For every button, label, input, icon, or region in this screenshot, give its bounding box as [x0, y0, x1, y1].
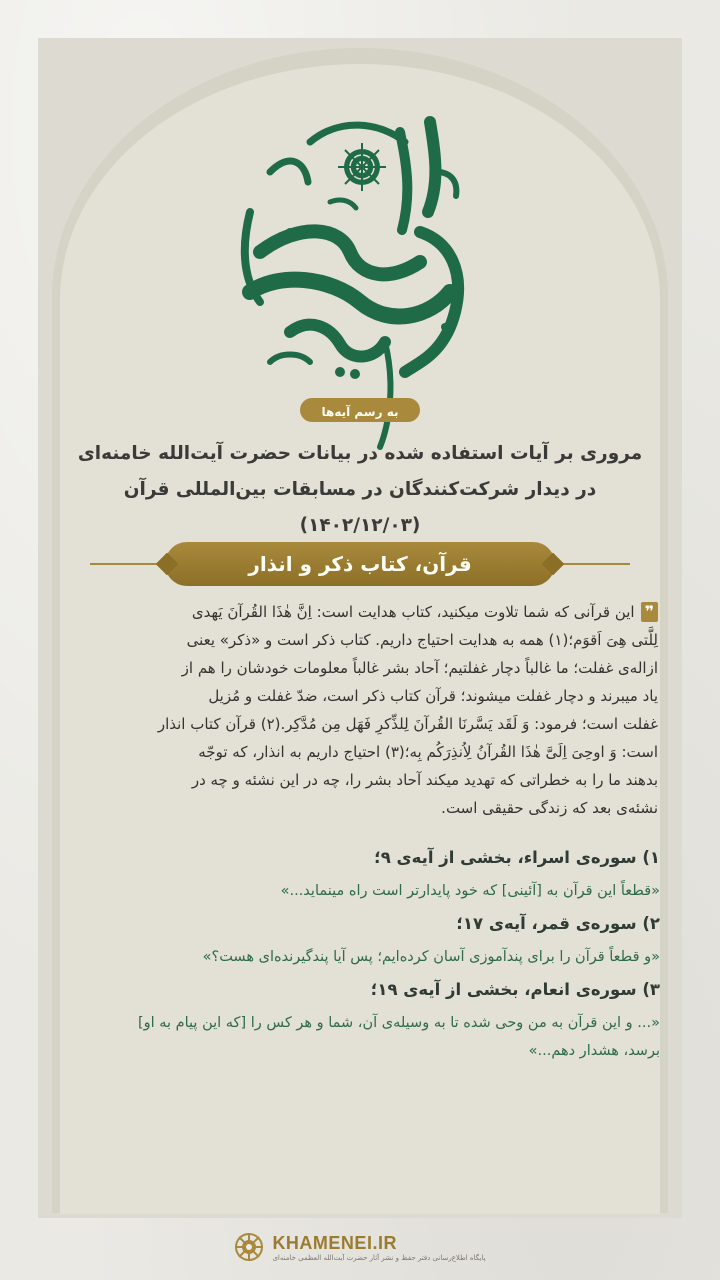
intro-line-2: در دیدار شرکت‌کنندگان در مسابقات بین‌المللی قرآن [123, 479, 597, 500]
logo-caption-text: به رسم آیه‌ها [321, 405, 399, 419]
paragraph-line: است: وَ اوحِیَ اِلَیَّ هٰذَا القُرآنُ لِاُنذِرَکُم بِه؛(۳) احتیاج داریم به انذار، که توجّه [198, 743, 658, 761]
banner-divider-right [560, 563, 630, 565]
banner-title: قرآن، کتاب ذکر و انذار [165, 542, 555, 586]
quote-paragraph [60, 598, 660, 822]
verse-reference-1: ۱) سوره‌ی اسراء، بخشی از آیه‌ی ۹؛ [374, 848, 660, 867]
paragraph-line: غفلت است؛ فرمود: وَ لَقَد یَسَّرنَا القُرآنَ لِلذِّکرِ فَهَل مِن مُدَّکِر.(۲) قرآن کتاب انذار [157, 715, 658, 733]
footer-text [272, 1233, 485, 1262]
quote-icon: ❞ [641, 602, 658, 622]
arch-panel [60, 64, 660, 1214]
calligraphy-logo [190, 112, 530, 452]
footer-subtitle: پایگاه اطلاع‌رسانی دفتر حفظ و نشر آثار حضرت آیت‌الله العظمی خامنه‌ای [272, 1253, 486, 1262]
intro-block [60, 436, 660, 544]
verse-translation-2: «و قطعاً قرآن را برای پندآموزی آسان کرده‌ایم؛ پس آیا پندگیرنده‌ای هست؟» [202, 949, 660, 965]
paragraph-line: یاد میبرند و دچار غفلت میشوند؛ قرآن کتاب ذکر است، ضدّ غفلت و مُزیل [208, 687, 658, 705]
footer [0, 1214, 720, 1280]
verse-reference-3: ۳) سوره‌ی انعام، بخشی از آیه‌ی ۱۹؛ [370, 980, 660, 999]
paragraph-line: بدهند ما را به خطراتی که تهدید میکند آحاد بشر را، چه در این نشئه و چه در [191, 771, 658, 789]
paragraph-line: نشئه‌ی بعد که زندگی حقیقی است. [441, 799, 658, 817]
paragraph-line: ازاله‌ی غفلت؛ ما غالباً دچار غفلتیم؛ آحاد بشر غالباً معلومات خودشان را هم از [181, 659, 658, 677]
intro-date: (۱۴۰۲/۱۲/۰۳) [299, 515, 421, 536]
intro-line-1: مروری بر آیات استفاده شده در بیانات حضرت آیت‌الله خامنه‌ای [77, 443, 643, 464]
khamenei-emblem-icon [234, 1232, 264, 1262]
footer-brand[interactable]: KHAMENEI.IR [272, 1232, 397, 1253]
verse-reference-2: ۲) سوره‌ی قمر، آیه‌ی ۱۷؛ [456, 914, 660, 933]
verse-translation-3-cont: برسد، هشدار دهم...» [528, 1043, 660, 1059]
logo-caption [300, 398, 420, 422]
section-banner [60, 542, 660, 586]
verse-translation-3: «... و این قرآن به من وحی شده تا به وسیله‌ی آن، شما و هر کس را [که این پیام به او] [137, 1015, 660, 1031]
verse-translation-1: «قطعاً این قرآن به [آئینی] که خود پایدارتر است راه مینماید...» [280, 883, 660, 899]
paragraph-line-text: این قرآنی که شما تلاوت میکنید، کتاب هدایت است: اِنَّ هٰذَا القُرآنَ یَهدی [191, 603, 635, 621]
paragraph-line [62, 598, 658, 626]
banner-divider-left [90, 563, 160, 565]
rosette-ornament-icon [338, 143, 386, 191]
paragraph-line: لِلَّتی هِیَ اَقوَم؛(۱) همه به هدایت احتیاج داریم. کتاب ذکر است و «ذکر» یعنی [186, 631, 658, 649]
